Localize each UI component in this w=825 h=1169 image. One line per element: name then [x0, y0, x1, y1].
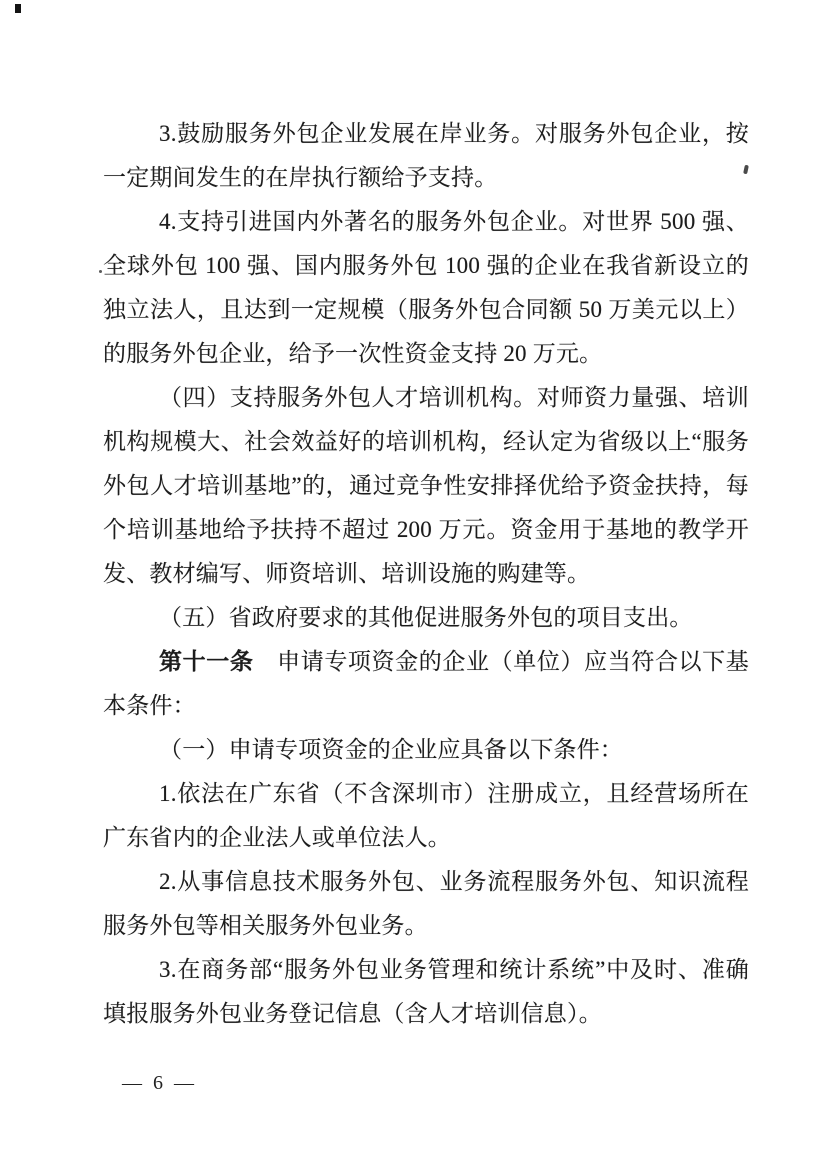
paragraph-item-3-onshore [103, 112, 749, 200]
paragraph-condition-1-registration [103, 772, 749, 860]
paragraph-text: 3.在商务部“服务外包业务管理和统计系统”中及时、准确填报服务外包业务登记信息（含人才培训信息）。 [103, 957, 749, 1026]
paragraph-clause-4-training [103, 376, 749, 596]
paragraph-text: 4.支持引进国内外著名的服务外包企业。对世界 500 强、全球外包 100 强、国内服务外包 100 强的企业在我省新设立的独立法人，且达到一定规模（服务外包合同额 50 万美元以上）的服务外包企业，给予一次性资金支持 20 万元。 [103, 209, 749, 366]
paragraph-text: 申请专项资金的企业（单位）应当符合以下基本条件： [103, 649, 749, 718]
paragraph-clause-1-conditions [103, 728, 749, 772]
paragraph-article-11 [103, 640, 749, 728]
document-body [103, 112, 749, 1036]
paragraph-text: 3.鼓励服务外包企业发展在岸业务。对服务外包企业，按一定期间发生的在岸执行额给予支持。 [103, 121, 749, 190]
paragraph-condition-3-reporting [103, 948, 749, 1036]
scan-speck-icon [99, 270, 102, 273]
paragraph-item-4-famous-enterprises [103, 200, 749, 376]
page-number: — 6 — [122, 1072, 197, 1094]
paragraph-text: （四）支持服务外包人才培训机构。对师资力量强、培训机构规模大、社会效益好的培训机构，经认定为省级以上“服务外包人才培训基地”的，通过竞争性安排择优给予资金扶持，每个培训基地给予扶持不超过 200 万元。资金用于基地的教学开发、教材编写、师资培训、培训设施的购建等。 [103, 385, 749, 586]
scan-speck-icon [15, 4, 21, 13]
paragraph-text: 1.依法在广东省（不含深圳市）注册成立，且经营场所在广东省内的企业法人或单位法人。 [103, 781, 749, 850]
paragraph-condition-2-business [103, 860, 749, 948]
paragraph-text: （一）申请专项资金的企业应具备以下条件： [159, 737, 623, 762]
paragraph-text: （五）省政府要求的其他促进服务外包的项目支出。 [159, 605, 693, 630]
article-11-term: 第十一条 [159, 649, 254, 674]
paragraph-text: 2.从事信息技术服务外包、业务流程服务外包、知识流程服务外包等相关服务外包业务。 [103, 869, 749, 938]
paragraph-clause-5-other [103, 596, 749, 640]
